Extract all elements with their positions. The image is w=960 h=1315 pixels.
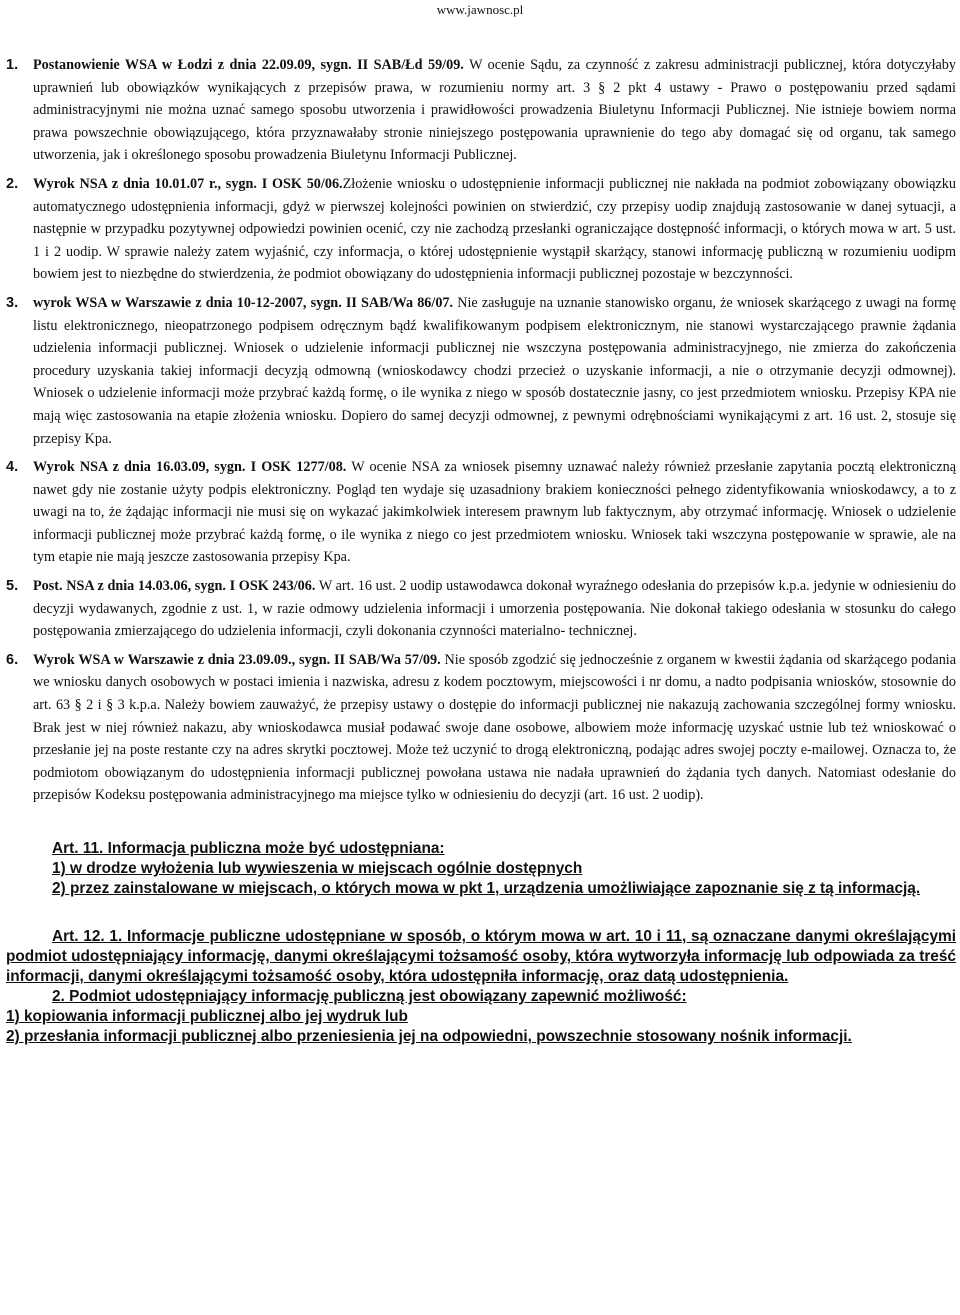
entry-text: Nie zasługuje na uznanie stanowisko organu, że wniosek skarżącego z uwagi na formę listu elektronicznego, nieopatrzonego podpisem odręcznym bądź kwalifikowanym podpisem elektronicznym, nie stanowi wystarczającego prawnie żądania udzielenia informacji publicznej. Wniosek o udzielenie informacji publicznej nie wszczyna postępowania administracyjnego, nie zmierza do zakończenia procedury uzyskania takiej informacji decyzją odmowną (wnioskodawcy chodzi przecież o uzyskanie informacji, a nie o otrzymanie decyzji odmownej). Wniosek o udzielenie informacji może przybrać każdą formę, o ile wynika z niego w sposób dostatecznie jasny, co jest przedmiotem wniosku. Przepisy KPA nie mają więc zastosowania na etapie złożenia wniosku. Dopiero do samej decyzji odmownej, z pewnymi odrębnościami wynikającymi z art. 16 ust. 2, stosuje się przepisy Kpa. (33, 294, 957, 447)
article-11 (6, 839, 956, 899)
article-paragraph: Art. 12. 1. Informacje publiczne udostępniane w sposób, o którym mowa w art. 10 i 11, są oznaczane danymi określającymi podmiot udostępniający informację, danymi określającymi tożsamość osoby, która wytworzyła informację lub odpowiada za treść informacji, danymi określającymi tożsamość osoby, która udostępniła informację, oraz datą udostępnienia. (6, 928, 956, 985)
entry-number: 4. (6, 459, 19, 476)
ruling-entry (6, 649, 956, 807)
entry-number: 3. (6, 294, 19, 311)
article-12 (6, 927, 956, 1047)
entry-text: W ocenie Sądu, za czynność z zakresu administracji publicznej, która dotyczyłaby uprawnień lub obowiązków wynikających z przepisów prawa, w rozumieniu normy art. 3 § 2 pkt 4 ustawy - Prawo o postępowaniu przed sądami administracyjnymi nie można uznać samego sposobu utworzenia i prawidłowości prowadzenia Biuletynu Informacji Publicznej. Nie istnieje bowiem norma prawa powszechnie obowiązującego, która przyznawałaby stronie niniejszego postępowania uprawnienie do tego aby domagać się od organu, tak samego utworzenia, jak i określonego sposobu prowadzenia Biuletynu Informacji Publicznej. (33, 57, 956, 164)
ruling-entry (6, 292, 956, 450)
entry-title: Postanowienie WSA w Łodzi z dnia 22.09.09, sygn. II SAB/Łd 59/09. (33, 57, 464, 73)
entry-text: Złożenie wniosku o udostępnienie informacji publicznej nie nakłada na podmiot zobowiązany obowiązku automatycznego udostępnienia informacji, gdyż w pierwszej kolejności powinien on stwierdzić, czy przepisy uodip znajdują zastosowanie w danej sytuacji, a następnie w przypadku pozytywnej odpowiedzi powinien ocenić, czy nie zachodzą przesłanki ograniczające dostępność informacji, o których mowa w art. 5 ust. 1 i 2 uodip. W sprawie należy zatem wyjaśnić, czy informacja, o której udostępnienie wystąpił skarżący, stanowi informację publiczną w rozumieniu uodipm bowiem jest to niezbędne do stwierdzenia, że podmiot obowiązany do udostępnienia informacji publicznej pozostaje w bezczynności. (33, 175, 956, 283)
entry-number: 6. (6, 651, 19, 668)
page-header (0, 0, 960, 18)
ruling-entry (6, 575, 956, 643)
entry-title: Wyrok WSA w Warszawie z dnia 23.09.09., sygn. II SAB/Wa 57/09. (33, 651, 441, 668)
entry-number: 1. (6, 57, 19, 73)
entry-number: 2. (6, 175, 19, 192)
entry-text: Nie sposób zgodzić się jednocześnie z organem w kwestii żądania od skarżącego podania we wniosku danych osobowych w postaci imienia i nazwiska, adresu z kodem pocztowym, miejscowości i nr domu, a nadto podpisania wniosków, stosownie do art. 63 § 2 i § 3 k.p.a. Należy bowiem zauważyć, że przepisy ustawy o dostępie do informacji publicznej nie nakazują zachowania szczególnej formy wniosku. Brak jest w niej również nakazu, aby wnioskodawca musiał podawać swoje dane osobowe, albowiem może informację uzyskać ustnie lub też wnioskować o przesłanie jej na poste restante czy na adres skrytki pocztowej. Może też uczynić to drogą elektroniczną, podając adres swojej poczty e-mailowej. Oznacza to, że podmiotom obowiązanym do udostępnienia informacji publicznej powołana ustawa nie nadała uprawnień do żądania tych danych. Natomiast odesłanie do przepisów Kodeksu postępowania administracyjnego ma miejsce tylko w odniesieniu do decyzji (art. 16 ust. 2 uodip). (33, 651, 957, 804)
article-point: 2) przez zainstalowane w miejscach, o których mowa w pkt 1, urządzenia umożliwiające zapoznanie się z tą informacją. (52, 880, 921, 897)
article-point: 1) kopiowania informacji publicznej albo jej wydruk lub (6, 1008, 408, 1025)
entry-title: Wyrok NSA z dnia 16.03.09, sygn. I OSK 1277/08. (33, 459, 347, 476)
ruling-entry (6, 173, 956, 286)
ruling-entry (6, 54, 956, 167)
entry-title: wyrok WSA w Warszawie z dnia 10-12-2007, sygn. II SAB/Wa 86/07. (33, 294, 454, 311)
entry-text: W art. 16 ust. 2 uodip ustawodawca dokonał wyraźnego odesłania do przepisów k.p.a. jedynie w odniesieniu do decyzji wydawanych, zgodnie z ust. 1, w razie odmowy udzielenia informacji i umorzenia postępowania. Nie dokonał takiego odesłania w stosunku do całego postępowania zmierzającego do udzielenia informacji, czyli dokonania czynności materialno- technicznej. (33, 578, 956, 640)
document-body (0, 54, 960, 1047)
entry-title: Post. NSA z dnia 14.03.06, sygn. I OSK 243/06. (33, 578, 316, 595)
site-url[interactable]: www.jawnosc.pl (436, 2, 524, 17)
article-paragraph: 2. Podmiot udostępniający informację publiczną jest obowiązany zapewnić możliwość: (52, 988, 687, 1005)
article-point: 1) w drodze wyłożenia lub wywieszenia w miejscach ogólnie dostępnych (52, 860, 583, 877)
entry-number: 5. (6, 578, 19, 595)
article-heading: Art. 11. Informacja publiczna może być udostępniana: (52, 840, 445, 857)
entry-text: W ocenie NSA za wniosek pisemny uznawać należy również przesłanie zapytania pocztą elektroniczną nawet gdy nie zostanie użyty podpis elektroniczny. Pogląd ten wydaje się uzasadniony brakiem konieczności pełnego zidentyfikowania wnioskodawcy, a to z uwagi na to, że żądając informacji nie musi się on wykazać jakimkolwiek interesem prawnym lub faktycznym, aby otrzymać informację. Wniosek o udzielenie informacji publicznej może przybrać każdą formę, o ile wynika z niego co jest przedmiotem wniosku. Wniosek taki wszczyna postępowanie w sprawie, ale na tym etapie nie mają jeszcze zastosowania przepisy Kpa. (33, 459, 957, 566)
article-point: 2) przesłania informacji publicznej albo przeniesienia jej na odpowiedni, powszechnie stosowany nośnik informacji. (6, 1028, 852, 1045)
entry-title: Wyrok NSA z dnia 10.01.07 r., sygn. I OSK 50/06. (33, 175, 343, 192)
ruling-entry (6, 456, 956, 569)
